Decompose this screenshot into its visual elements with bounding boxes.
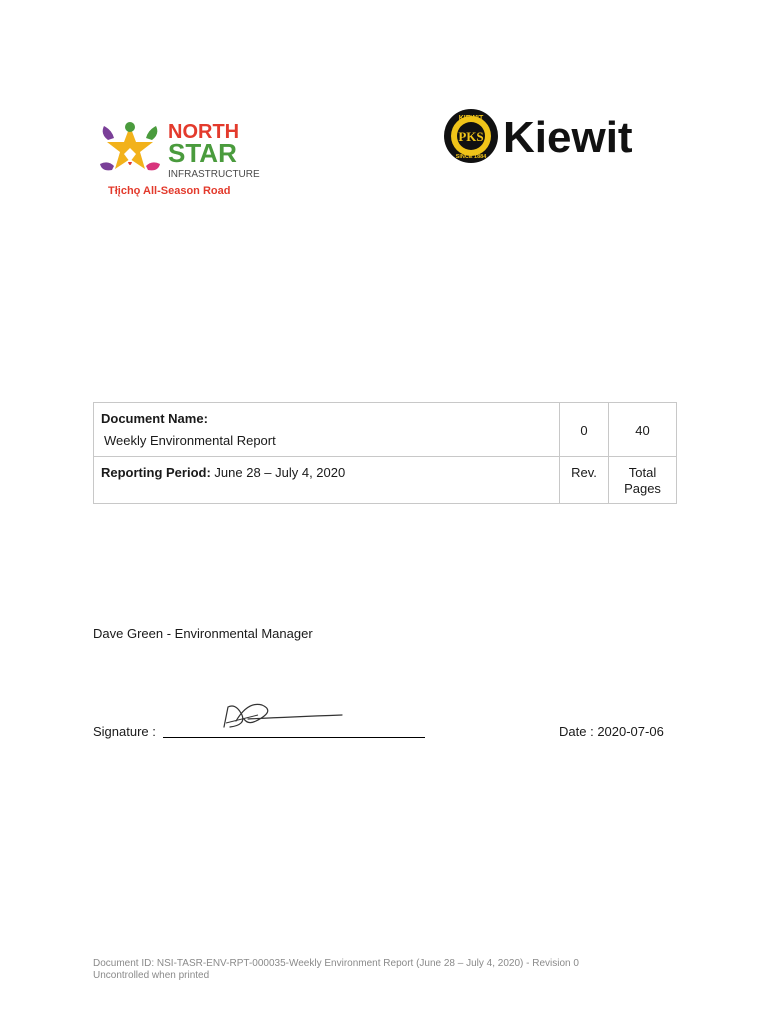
signature-label: Signature : [93, 724, 156, 739]
kiewit-seal-icon [444, 109, 498, 163]
footer [93, 958, 579, 982]
reporting-period-label: Reporting Period: [101, 465, 211, 480]
northstar-line3: INFRASTRUCTURE [168, 169, 260, 180]
kiewit-wordmark: Kiewit [503, 113, 633, 162]
date-label: Date : [559, 724, 594, 739]
revision-number-cell [560, 403, 609, 457]
document-name-cell [94, 403, 560, 457]
signature-line [163, 737, 425, 738]
kiewit-logo [443, 107, 683, 167]
date-value: 2020-07-06 [597, 724, 664, 739]
total-pages-number-cell [609, 403, 677, 457]
northstar-line2: STAR [168, 138, 237, 168]
star-people-icon [100, 122, 160, 170]
total-pages-label-line2: Pages [624, 481, 661, 496]
north-star-logo [98, 118, 260, 200]
kiewit-seal-center: PKS [458, 129, 484, 144]
handwritten-signature [218, 697, 348, 733]
manager-name: Dave Green - Environmental Manager [93, 626, 313, 641]
revision-number: 0 [580, 423, 588, 438]
document-name-label: Document Name: [101, 411, 208, 426]
document-name-value: Weekly Environmental Report [104, 433, 276, 448]
date-field [559, 724, 664, 739]
footer-uncontrolled-note: Uncontrolled when printed [93, 970, 210, 981]
total-pages-label-line1: Total [628, 465, 657, 480]
revision-label-cell [560, 457, 609, 504]
footer-document-id: Document ID: NSI-TASR-ENV-RPT-000035-Weekly Environment Report (June 28 – July 4, 2020) - Revision 0 [93, 958, 579, 969]
kiewit-seal-bottom: SINCE 1884 [455, 154, 487, 160]
northstar-line1: NORTH [168, 121, 240, 143]
revision-label: Rev. [571, 465, 597, 480]
reporting-period-cell [94, 457, 560, 504]
total-pages-number: 40 [635, 423, 650, 438]
northstar-tagline: Tłįchǫ All-Season Road [108, 185, 231, 197]
kiewit-seal-top: KIEWIT [458, 115, 484, 122]
document-info-table [93, 402, 677, 504]
total-pages-label-cell [609, 457, 677, 504]
reporting-period-value: June 28 – July 4, 2020 [214, 465, 346, 480]
